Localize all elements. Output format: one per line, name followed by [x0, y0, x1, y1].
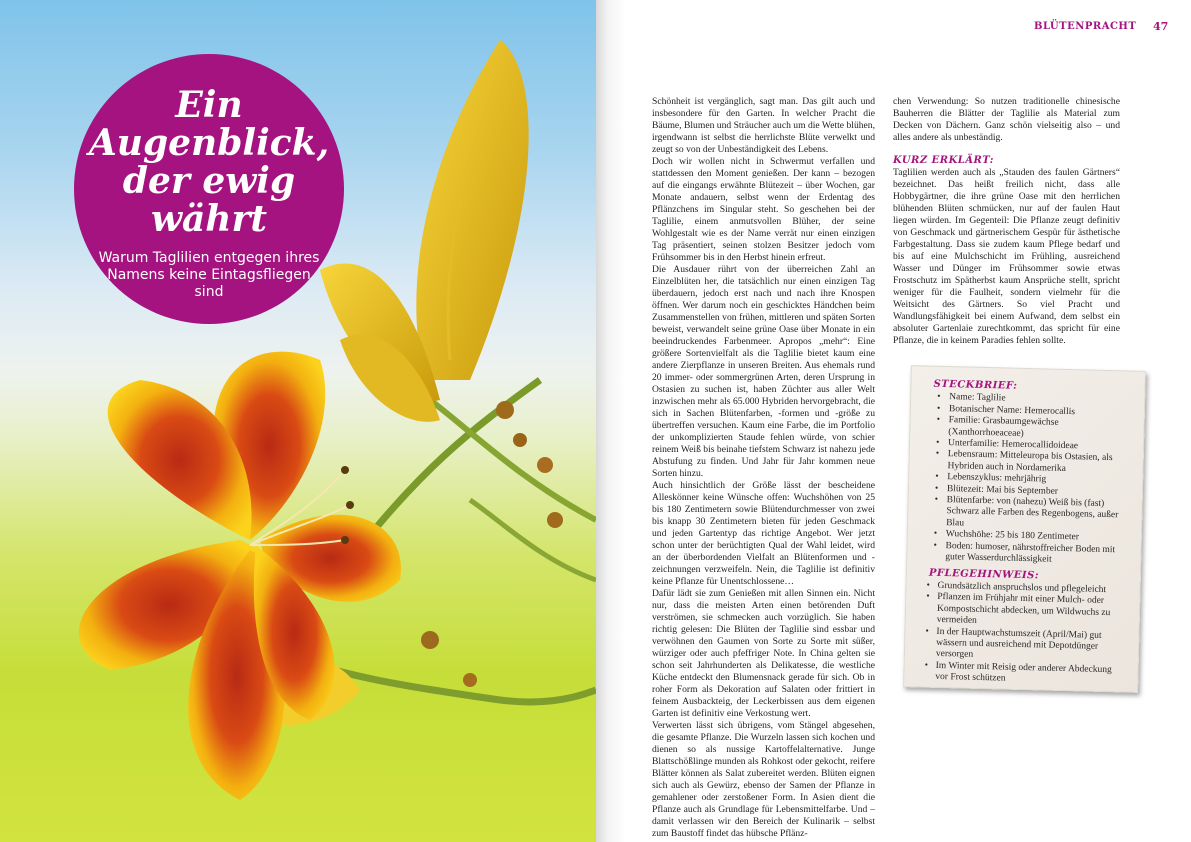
list-item: • Im Winter mit Reisig oder anderer Abdeckung vor Frost schützen [922, 660, 1125, 688]
pflegehinweis-list [922, 580, 1127, 688]
list-item: • Botanischer Name: Hemerocallis [929, 403, 1132, 419]
list-item: • Blütenfarbe: von (nahezu) Weiß bis (fast) Schwarz alle Farben des Regenbogens, außer Blau [926, 495, 1130, 534]
list-item: • Boden: humoser, nährstoffreicher Boden mit guter Wasserdurchlässigkeit [925, 540, 1128, 568]
page-number: 47 [1153, 20, 1169, 33]
list-item: • Lebenszyklus: mehrjährig [927, 472, 1130, 488]
paragraph: Verwerten lässt sich übrigens, vom Stängel abgesehen, die gesamte Pflanze. Die Wurzeln lassen sich kochen und dienen so als nussige Kartoffelalternative. Junge Blattschößlinge munden als Rohkost oder gekocht, reifere Blätter können als Salat zubereitet werden. Blüten eignen sich auch als Gewürz, ebenso der Samen der Pflanze in gemahlener oder zerstoßener Form. In Asien dient die Pflanze auch als Grundlage für Lebensmittelfarbe. Und – damit verlassen wir den Bereich der Kulinarik – selbst zum Baustoff findet das hübsche Pflänz- [652, 720, 875, 839]
paragraph: Doch wir wollen nicht in Schwermut verfallen und stattdessen den Moment genießen. Der kann – bezogen auf die eingangs erwähnte Blütezeit – über Wochen, gar Monate andauern, selbst wenn der Erdentag des Pflänzchens im Singular steht. So geschehen bei der Taglilie, einem anmutsvollen Blüher, der seine Wohlgestalt wie es der Name verrät nur einen einzigen Tag präsentiert, seinen stolzen Besitzer jedoch vom Frühsommer bis in den Herbst hinein erfreut. [652, 156, 875, 263]
headline-subtitle: Warum Taglilien entgegen ihres Namens keine Eintagsfliegen sind [98, 250, 320, 300]
paragraph: Dafür lädt sie zum Genießen mit allen Sinnen ein. Nicht nur, dass die meisten Arten einen betörenden Duft verströmen, sie schmecken auch vorzüglich. Sie haben richtig gelesen: Die Blüten der Taglilie sind essbar und verwöhnen den Gaumen von Sorte zu Sorte mit süßer, würziger oder auch pfeffriger Note. In China gelten sie schon seit Jahrhunderten als Delikatesse, die westliche Küche entdeckt den Blumensnack gerade für sich. Ob in roher Form als Dekoration auf Salaten oder frittiert in feinem Ausbackteig, der Leckerbissen aus dem eigenen Garten ist definitiv eine Verkostung wert. [652, 588, 875, 719]
article-column-1 [652, 96, 875, 840]
list-item: • Familie: Grasbaumgewächse (Xanthorrhoeaceae) [928, 415, 1131, 443]
steckbrief-heading: STECKBRIEF: [933, 378, 1018, 392]
paragraph: Auch hinsichtlich der Größe lässt der bescheidene Alleskönner keine Wünsche offen: Wuchshöhen von 25 bis 180 Zentimetern sowie Blütendurchmesser von zwei bis knapp 30 Zentimetern bieten für jeden Geschmack und jeden Gartentyp das richtige Angebot. Wer jetzt schon unter der berüchtigten Qual der Wahl leidet, wird an der überbordenden Vielfalt an Blütenformen und -zeichnungen verzweifeln. Nein, die Taglilie ist definitiv keine Pflanze für Unentschlossene… [652, 480, 875, 587]
page-headline: Ein Augenblick, der ewig währt [88, 84, 330, 240]
page-gutter [596, 0, 626, 842]
stem [430, 400, 596, 520]
list-item: • In der Hauptwachstumszeit (April/Mai) gut wässern und ausreichend mit Depotdünger versorgen [923, 626, 1127, 665]
list-item: • Name: Taglilie [929, 392, 1132, 408]
headline-circle [74, 54, 344, 324]
list-item: • Unterfamilie: Hemerocallidoideae [928, 438, 1131, 454]
list-item: • Grundsätzlich anspruchslos und pflegeleicht [924, 580, 1127, 596]
list-item: • Pflanzen im Frühjahr mit einer Mulch- oder Komposts​chicht abdecken, um Wildwuchs zu vermeiden [924, 592, 1128, 631]
article-column-2 [893, 96, 1120, 347]
paragraph: chen Verwendung: So nutzen traditionelle chinesische Bauherren die Blätter der Taglilie als Material zum Decken von Dächern. Ganz schön vielseitig also – und alles andere als unbeständig. [893, 96, 1120, 143]
list-item: • Wuchshöhe: 25 bis 180 Zentimeter [926, 529, 1129, 545]
running-head: BLÜTENPRACHT [1034, 21, 1137, 32]
list-item: • Lebensraum: Mitteleuropa bis Ostasien, als Hybriden auch in Nordamerika [927, 449, 1130, 477]
steckbrief-list [925, 392, 1132, 568]
kurz-erklaert-heading: KURZ ERKLÄRT: [893, 155, 994, 166]
pflegehinweis-heading: PFLEGEHINWEIS: [928, 567, 1040, 581]
flower-bud [416, 40, 528, 380]
paragraph: Die Ausdauer rührt von der überreichen Zahl an Einzelblüten her, die tatsächlich nur einen einzigen Tag überdauern, jedoch erst nach und nach ihre Knospen öffnen. Wer darum noch ein geschicktes Händchen beim Zusammenstellen von frühen, mittleren und späten Sorten beweist, verwandelt seine grüne Oase über Monate in ein beeindruckendes Farbenmeer. Apropos „mehr“: Eine größere Sortenvielfalt als die Taglilie bietet kaum eine andere Zierpflanze in unseren Breiten. Aus ehemals rund 20 immer- oder sommergrünen Arten, deren Ursprung in Ostasien zu suchen ist, haben Züchter aus aller Welt inzwischen mehr als 65.000 Hybriden hervorgebracht, die sich in Sachen Blütenfarben, -formen und -größe zu übertreffen versuchen. Kaum eine Farbe, die im Portfolio der unkomplizierten Staude fehlen würde, von schier reinem Weiß bis beinahe tiefstem Schwarz ist nahezu jede Abstufung zu finden. Und Jahr für Jahr kommen neue Sorten hinzu. [652, 264, 875, 479]
list-item: • Blütezeit: Mai bis September [927, 483, 1130, 499]
kurz-erklaert-text: Taglilien werden auch als „Stauden des faulen Gärtners“ bezeichnet. Das heißt freilich nicht, dass alle Hobbygärtner, die ihre grüne Oase mit den herrlichen blühenden Blüten schmücken, nur auf der faulen Haut liegen würden. Im Gegenteil: Die Pflanze zeugt definitiv von Geschmack und gärtnerischem Gespür für ästhetische Farbgestaltung. Dass sie zudem kaum Pflege bedarf und bis auf eine Mulchschicht im Frühling, ausreichend Wasser und Dünger im Frühsommer sowie etwas Frostschutz im Spätherbst kaum Ansprüche stellt, spricht weniger für die Faulheit, sondern vielmehr für die Weitsicht des Gärtners. So viel Pracht und Wandlungsfähigkeit bei einem Aufwand, dem selbst ein absoluter Gartenlaie zurechtkommt, das spricht für eine Pflanze, die in keinem Paradies fehlen sollte. [893, 167, 1120, 346]
steckbrief-box [903, 365, 1146, 693]
paragraph: Schönheit ist vergänglich, sagt man. Das gilt auch und insbesondere für den Garten. In welcher Pracht die Bäume, Blumen und Sträucher auch um die Wette blühen, irgendwann ist selbst die herrlichste Blüte verwelkt und zeugt so von der Unbeständigkeit des Lebens. [652, 96, 875, 155]
